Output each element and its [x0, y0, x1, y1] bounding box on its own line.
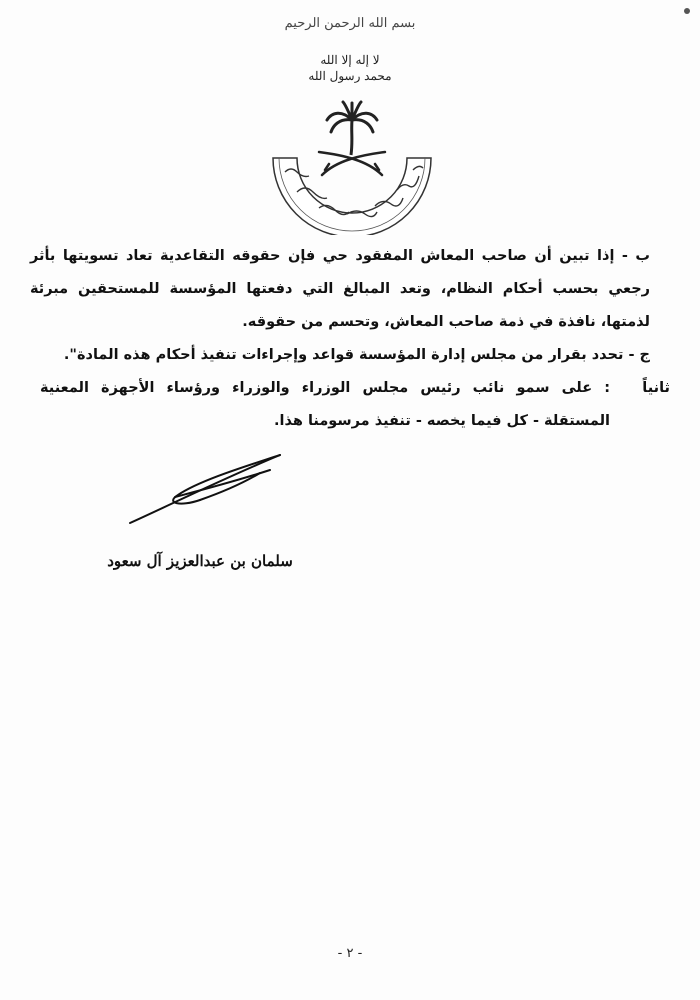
shahada-line-2: محمد رسول الله	[308, 69, 392, 83]
shahada-calligraphy	[0, 52, 700, 84]
page-number: - ٢ -	[337, 946, 363, 961]
signer-name: سلمان بن عبدالعزيز آل سعود	[107, 552, 293, 570]
handwritten-signature	[120, 445, 290, 530]
shahada-line-1: لا إله إلا الله	[320, 53, 380, 67]
palm-trunk-icon	[351, 120, 352, 155]
crossed-swords-icon	[319, 152, 385, 175]
clause-j: ج - تحدد بقرار من مجلس إدارة المؤسسة قواعد وإجراءات تنفيذ أحكام هذه المادة".	[63, 347, 650, 363]
scan-mark	[684, 8, 690, 14]
basmala: بسم الله الرحمن الرحيم	[284, 16, 416, 31]
royal-emblem	[267, 100, 437, 235]
clause-b: ب - إذا تبين أن صاحب المعاش المفقود حي فإن حقوقه التقاعدية تعاد تسويتها بأثر رجعي بحسب أحكام النظام، وتعد المبالغ التي دفعتها المؤسسة للمستحقين مبرئة لذمتها، نافذة في ذمة صاحب المعاش، وتحسم من حقوقه.	[30, 248, 650, 330]
emblem-arc-band	[273, 158, 431, 235]
thaniyan-text: : على سمو نائب رئيس مجلس الوزراء والوزراء ورؤساء الأجهزة المعنية المستقلة - كل فيما يخصه - تنفيذ مرسومنا هذا.	[40, 380, 610, 429]
thaniyan-label: ثانياً	[642, 380, 670, 396]
